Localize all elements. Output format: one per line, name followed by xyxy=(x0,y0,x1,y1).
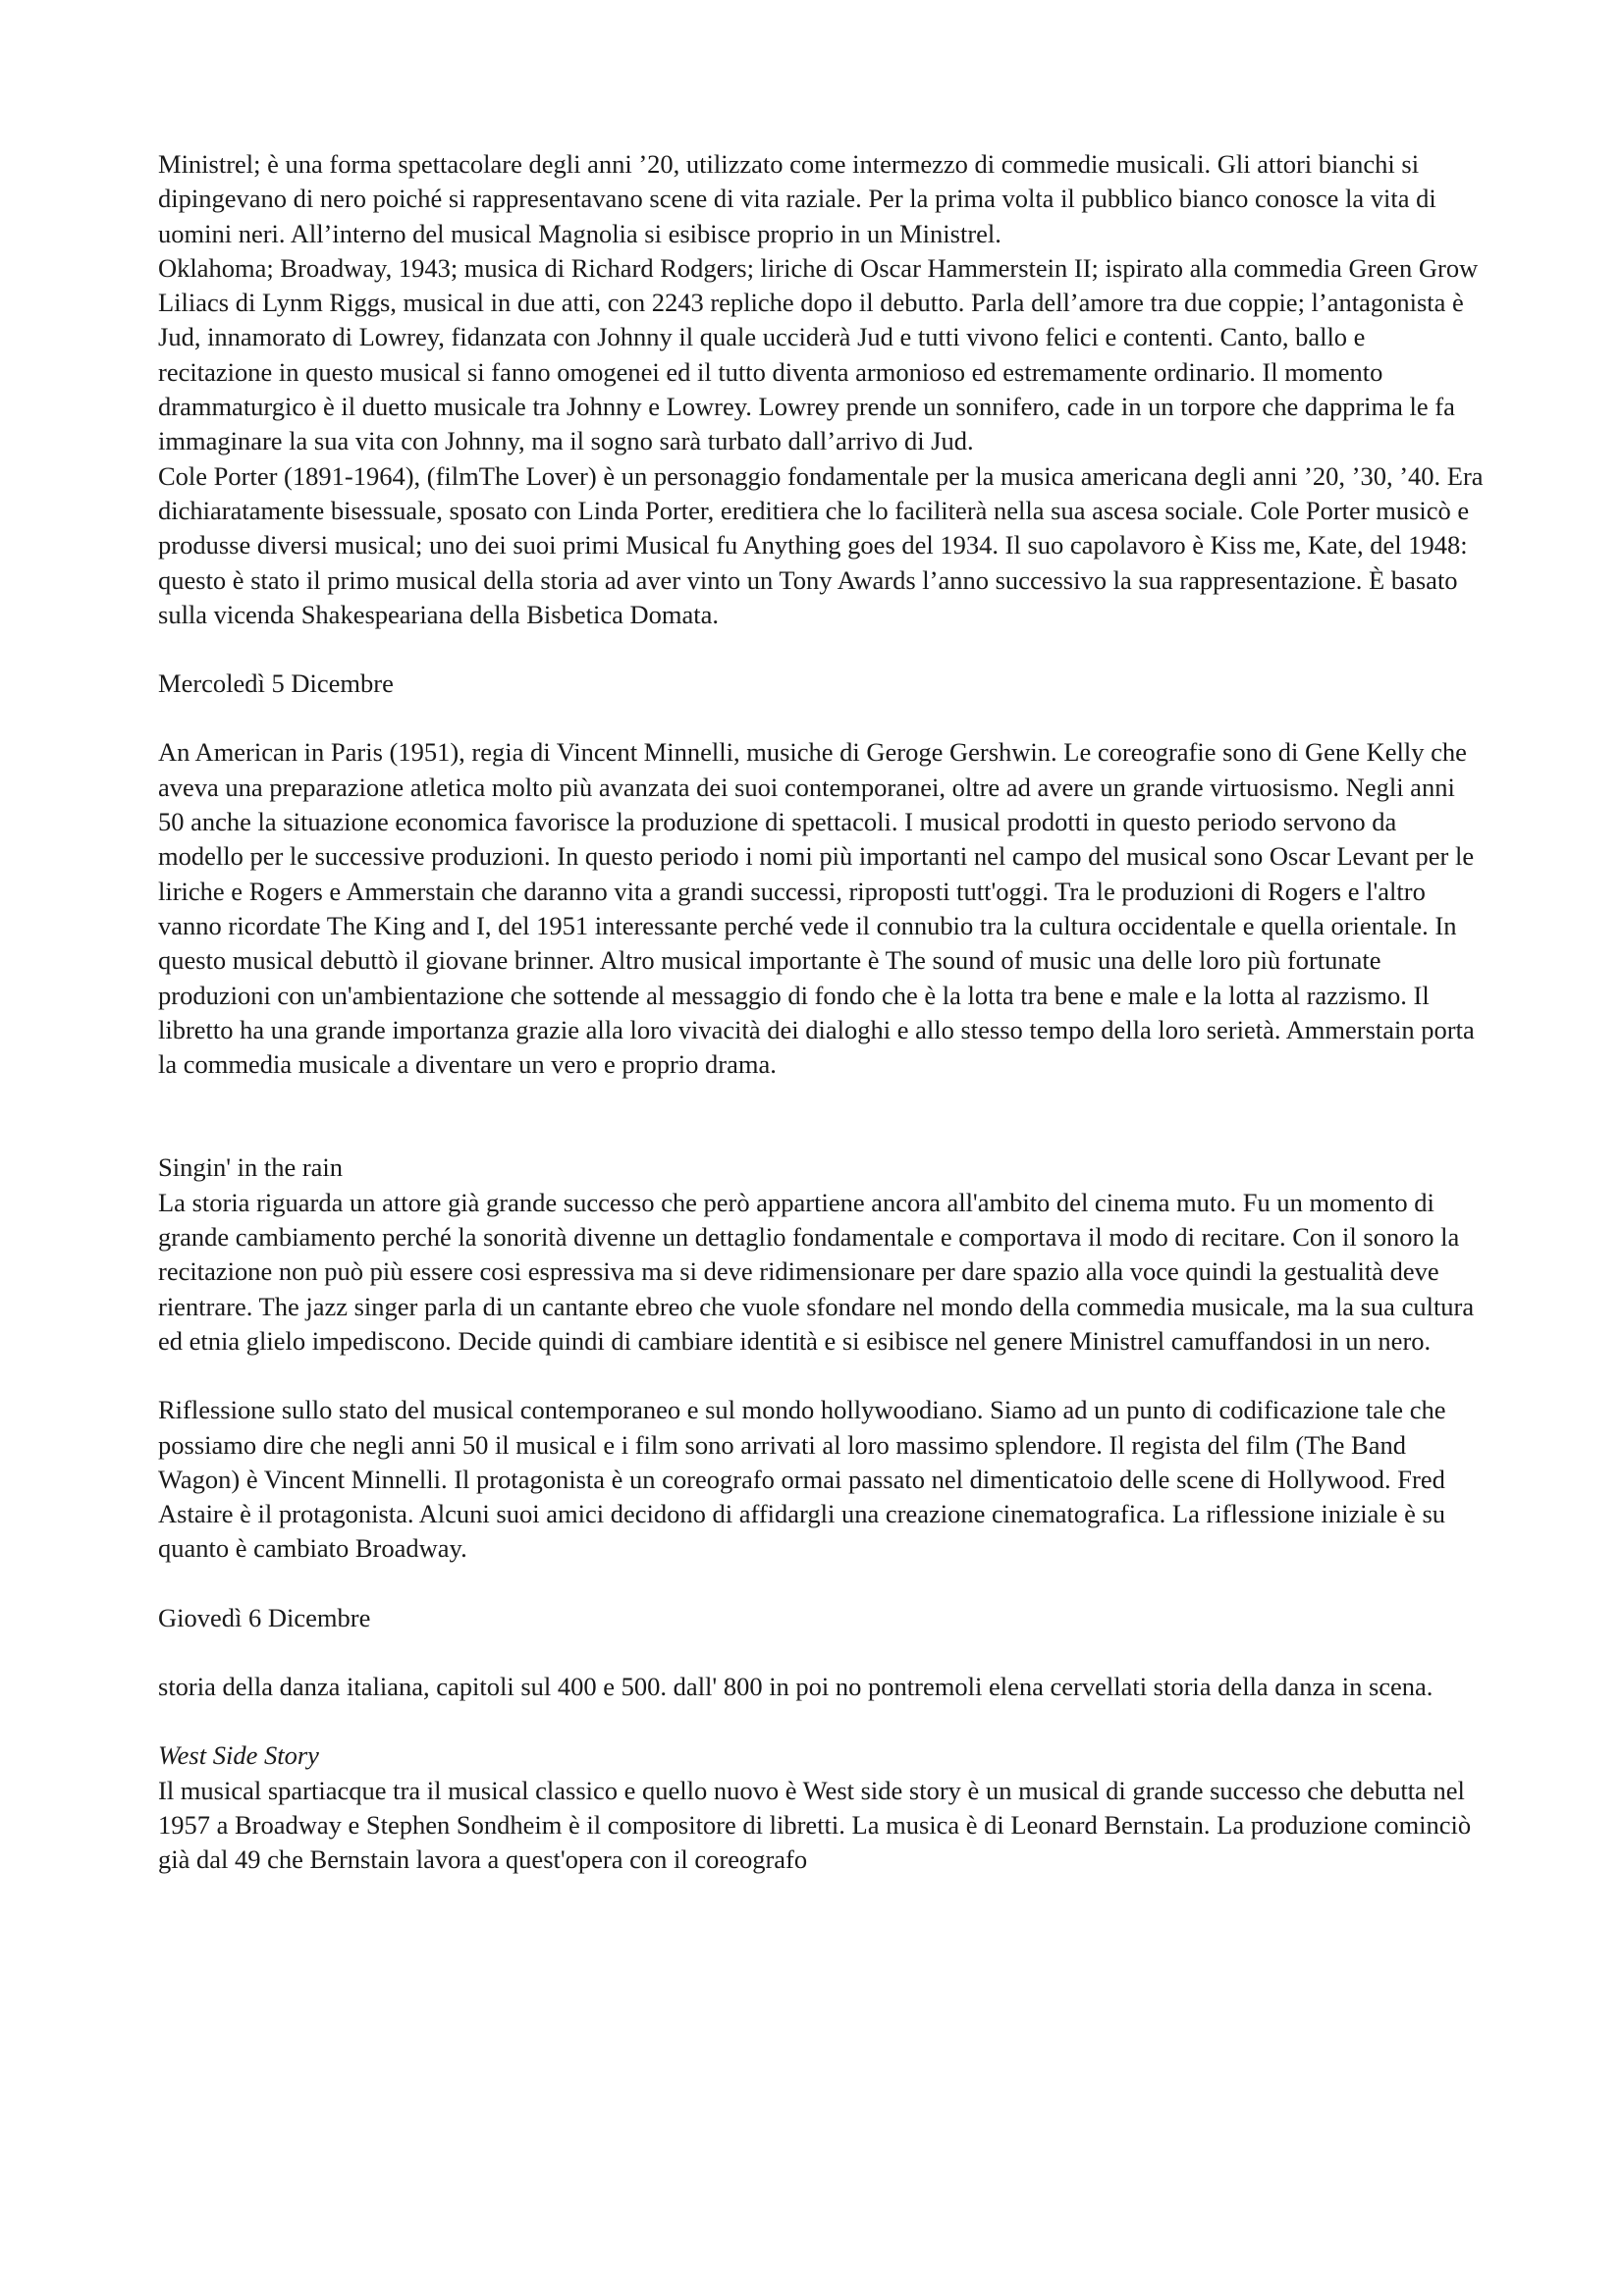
spacer xyxy=(158,1082,1484,1150)
paragraph-cole-porter: Cole Porter (1891-1964), (filmThe Lover) è un personaggio fondamentale per la musica americana degli anni ’20, ’30, ’40. Era dichiaratamente bisessuale, sposato con Linda Porter, ereditiera che lo faciliterà nella sua ascesa sociale. Cole Porter musicò e produsse diversi musical; uno dei suoi primi Musical fu Anything goes del 1934. Il suo capolavoro è Kiss me, Kate, del 1948: questo è stato il primo musical della storia ad aver vinto un Tony Awards l’anno successivo la sua rappresentazione. È basato sulla vicenda Shakespeariana della Bisbetica Domata. xyxy=(158,460,1484,629)
date-heading-mercoledi: Mercoledì 5 Dicembre xyxy=(158,668,394,699)
date-heading-giovedi: Giovedì 6 Dicembre xyxy=(158,1602,371,1632)
paragraph-riflessione: Riflessione sullo stato del musical contemporaneo e sul mondo hollywoodiano. Siamo ad un punto di codificazione tale che possiamo dire che negli anni 50 il musical e i film sono arrivati al loro massimo splendore. Il regista del film (The Band Wagon) è Vincent Minnelli. Il protagonista è un coreografo ormai passato nel dimenticatoio delle scene di Hollywood. Fred Astaire è il protagonista. Alcuni suoi amici decidono di affidargli una creazione cinematografica. La riflessione iniziale è su quanto è cambiato Broadway. xyxy=(158,1395,1446,1564)
section-title-west-side-story: West Side Story xyxy=(158,1740,319,1771)
paragraph-west-side-story: Il musical spartiacque tra il musical classico e quello nuovo è West side story è un musical di grande successo che debutta nel 1957 a Broadway e Stephen Sondheim è il compositore di libretti. La musica è di Leonard Bernstain. La produzione cominciò già dal 49 che Bernstain lavora a quest'opera con il coreografo xyxy=(158,1775,1472,1875)
document-page xyxy=(158,147,1484,1877)
paragraph-singin: La storia riguarda un attore già grande successo che però appartiene ancora all'ambito del cinema muto. Fu un momento di grande cambiamento perché la sonorità divenne un dettaglio fondamentale e comportava il modo di recitare. Con il sonoro la recitazione non può più essere cosi espressiva ma si deve ridimensionare per dare spazio alla voce quindi la gestualità deve rientrare. The jazz singer parla di un cantante ebreo che vuole sfondare nel mondo della commedia musicale, ma la sua cultura ed etnia glielo impediscono. Decide quindi di cambiare identità e si esibisce nel genere Ministrel camuffandosi in un nero. xyxy=(158,1187,1475,1356)
spacer xyxy=(158,632,1484,667)
spacer xyxy=(158,1704,1484,1738)
spacer xyxy=(158,1359,1484,1393)
section-title-singin: Singin' in the rain xyxy=(158,1152,344,1183)
spacer xyxy=(158,1635,1484,1670)
spacer xyxy=(158,1567,1484,1601)
paragraph-oklahoma: Oklahoma; Broadway, 1943; musica di Richard Rodgers; liriche di Oscar Hammerstein II; ispirato alla commedia Green Grow Liliacs di Lynm Riggs, musical in due atti, con 2243 repliche dopo il debutto. Parla dell’amore tra due coppie; l’antagonista è Jud, innamorato di Lowrey, fidanzata con Johnny il quale ucciderà Jud e tutti vivono felici e contenti. Canto, ballo e recitazione in questo musical si fanno omogenei ed il tutto diventa armonioso ed estremamente ordinario. Il momento drammaturgico è il duetto musicale tra Johnny e Lowrey. Lowrey prende un sonnifero, cade in un torpore che dapprima le fa immaginare la sua vita con Johnny, ma il sogno sarà turbato dall’arrivo di Jud. xyxy=(158,252,1479,456)
spacer xyxy=(158,701,1484,735)
paragraph-american-in-paris: An American in Paris (1951), regia di Vincent Minnelli, musiche di Geroge Gershwin. Le coreografie sono di Gene Kelly che aveva una preparazione atletica molto più avanzata dei suoi contemporanei, oltre ad avere un grande virtuosismo. Negli anni 50 anche la situazione economica favorisce la produzione di spettacoli. I musical prodotti in questo periodo servono da modello per le successive produzioni. In questo periodo i nomi più importanti nel campo del musical sono Oscar Levant per le liriche e Rogers e Ammerstain che daranno vita a grandi successi, riproposti tutt'oggi. Tra le produzioni di Rogers e l'altro vanno ricordate The King and I, del 1951 interessante perché vede il connubio tra la cultura occidentale e quella orientale. In questo musical debuttò il giovane brinner. Altro musical importante è The sound of music una delle loro più fortunate produzioni con un'ambientazione che sottende al messaggio di fondo che è la lotta tra bene e male e la lotta al razzismo. Il libretto ha una grande importanza grazie alla loro vivacità dei dialoghi e allo stesso tempo della loro serietà. Ammerstain porta la commedia musicale a diventare un vero e proprio drama. xyxy=(158,737,1475,1080)
paragraph-ministrel: Ministrel; è una forma spettacolare degli anni ’20, utilizzato come intermezzo di commedie musicali. Gli attori bianchi si dipingevano di nero poiché si rappresentavano scene di vita raziale. Per la prima volta il pubblico bianco conosce la vita di uomini neri. All’interno del musical Magnolia si esibisce proprio in un Ministrel. xyxy=(158,149,1436,248)
paragraph-storia-danza: storia della danza italiana, capitoli sul 400 e 500. dall' 800 in poi no pontremoli elena cervellati storia della danza in scena. xyxy=(158,1671,1434,1701)
